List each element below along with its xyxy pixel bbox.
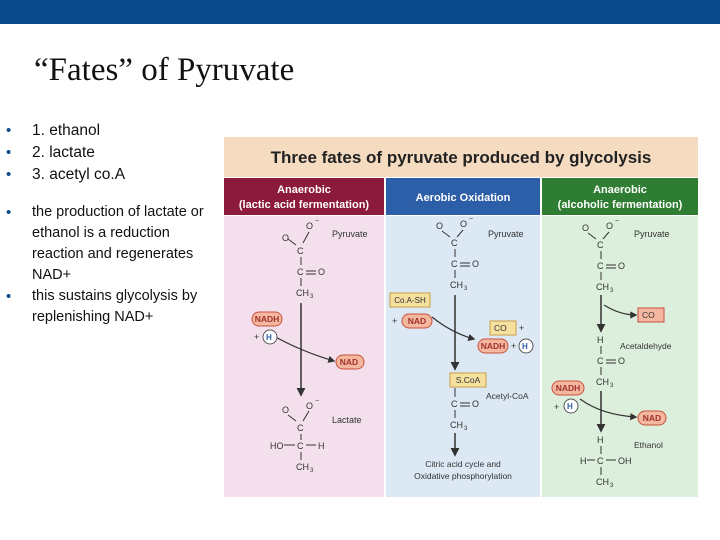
- h-plus-label-3: H: [567, 402, 573, 411]
- bullet-item: • 3. acetyl co.A: [6, 164, 224, 186]
- acetaldehyde-label: Acetaldehyde: [620, 341, 672, 351]
- co2-label-1: CO: [494, 323, 507, 333]
- svg-text:C: C: [597, 261, 604, 271]
- svg-text:CH: CH: [596, 377, 609, 387]
- svg-text:O: O: [306, 221, 314, 231]
- svg-text:3: 3: [464, 426, 468, 432]
- ethanol-label: Ethanol: [634, 440, 663, 450]
- coash-label: Co.A-SH: [394, 296, 426, 305]
- bullet-dot-icon: •: [6, 122, 12, 139]
- pyruvate-fates-figure: [224, 137, 698, 497]
- svg-text:O: O: [618, 356, 626, 366]
- aerobic-panel: [386, 216, 540, 497]
- bullet-dot-icon: •: [6, 204, 12, 221]
- svg-text:H: H: [318, 441, 325, 451]
- svg-text:C: C: [597, 240, 604, 250]
- svg-text:H: H: [580, 456, 587, 466]
- nad-label-3: NAD: [642, 413, 662, 423]
- plus-sign: +: [519, 323, 525, 333]
- pyruvate-label-2: Pyruvate: [488, 229, 524, 239]
- svg-text:−: −: [315, 398, 320, 405]
- svg-text:CH: CH: [296, 288, 309, 298]
- svg-text:H: H: [597, 435, 604, 445]
- bullet-dot-icon: •: [6, 288, 12, 305]
- svg-text:3: 3: [610, 483, 614, 489]
- bullet-item: • this sustains glycolysis by replenishing NAD+: [6, 288, 198, 325]
- plus-sign: +: [392, 316, 398, 326]
- aerobic-header-text: Aerobic Oxidation: [415, 192, 511, 204]
- svg-text:O: O: [472, 259, 480, 269]
- h-plus-label-2: H: [522, 342, 528, 351]
- svg-text:3: 3: [464, 286, 468, 292]
- lactic-header-line1: Anaerobic: [277, 184, 331, 196]
- svg-text:CH: CH: [596, 282, 609, 292]
- svg-text:O: O: [436, 221, 444, 231]
- pyruvate-label-1: Pyruvate: [332, 229, 368, 239]
- svg-text:CH: CH: [450, 280, 463, 290]
- slide-title: “Fates” of Pyruvate: [34, 52, 295, 88]
- svg-text:HO: HO: [270, 441, 284, 451]
- bullet-item: • 2. lactate: [6, 142, 224, 164]
- svg-text:H: H: [597, 335, 604, 345]
- svg-text:CH: CH: [450, 420, 463, 430]
- svg-text:−: −: [315, 218, 320, 225]
- svg-text:C: C: [297, 423, 304, 433]
- bullet-dot-icon: •: [6, 166, 12, 183]
- h-plus-label-1: H: [266, 333, 272, 342]
- nadh-label-1: NADH: [254, 314, 280, 324]
- bullet-list: [6, 120, 224, 328]
- svg-text:O: O: [282, 405, 290, 415]
- pyruvate-label-3: Pyruvate: [634, 229, 670, 239]
- svg-text:O: O: [618, 261, 626, 271]
- svg-text:3: 3: [610, 383, 614, 389]
- nad-label-1: NAD: [339, 357, 359, 367]
- top-accent-bar: [0, 0, 720, 24]
- svg-text:C: C: [597, 456, 604, 466]
- citric-cycle-line2: Oxidative phosphorylation: [414, 471, 512, 481]
- svg-text:O: O: [282, 233, 290, 243]
- svg-text:O: O: [306, 401, 314, 411]
- figure-title: Three fates of pyruvate produced by glycolysis: [270, 148, 652, 167]
- svg-text:O: O: [472, 399, 480, 409]
- scoa-label: S.CoA: [455, 375, 481, 385]
- nad-label-2: NAD: [407, 316, 427, 326]
- svg-text:3: 3: [310, 294, 314, 300]
- citric-cycle-line1: Citric acid cycle and: [425, 459, 501, 469]
- co2-label-2: CO: [642, 310, 655, 320]
- svg-text:CH: CH: [296, 462, 309, 472]
- alcoholic-header-line1: Anaerobic: [593, 184, 647, 196]
- svg-text:−: −: [469, 216, 474, 223]
- bullet-item: • the production of lactate or ethanol is a reduction reaction and regenerates NAD+: [6, 204, 204, 283]
- nadh-label-3: NADH: [555, 383, 581, 393]
- svg-text:OH: OH: [618, 456, 632, 466]
- svg-text:O: O: [582, 223, 590, 233]
- alcoholic-header-line2: (alcoholic fermentation): [557, 199, 683, 211]
- svg-text:C: C: [451, 259, 458, 269]
- svg-text:C: C: [597, 356, 604, 366]
- svg-text:C: C: [451, 238, 458, 248]
- lactate-label: Lactate: [332, 415, 362, 425]
- bullet-dot-icon: •: [6, 144, 12, 161]
- svg-text:3: 3: [310, 468, 314, 474]
- svg-text:−: −: [615, 218, 620, 225]
- acetylcoa-label: Acetyl-CoA: [486, 391, 529, 401]
- svg-text:C: C: [297, 246, 304, 256]
- plus-sign: +: [554, 402, 560, 412]
- lactic-header-line2: (lactic acid fermentation): [238, 199, 370, 211]
- nadh-label-2: NADH: [480, 341, 506, 351]
- svg-text:C: C: [297, 441, 304, 451]
- plus-sign: +: [511, 341, 517, 351]
- svg-text:C: C: [451, 399, 458, 409]
- svg-text:C: C: [297, 267, 304, 277]
- bullet-item: • 1. ethanol: [6, 120, 224, 142]
- svg-text:O: O: [318, 267, 326, 277]
- svg-text:CH: CH: [596, 477, 609, 487]
- plus-sign: +: [254, 332, 260, 342]
- svg-text:O: O: [606, 221, 614, 231]
- svg-text:3: 3: [610, 288, 614, 294]
- svg-text:O: O: [460, 219, 468, 229]
